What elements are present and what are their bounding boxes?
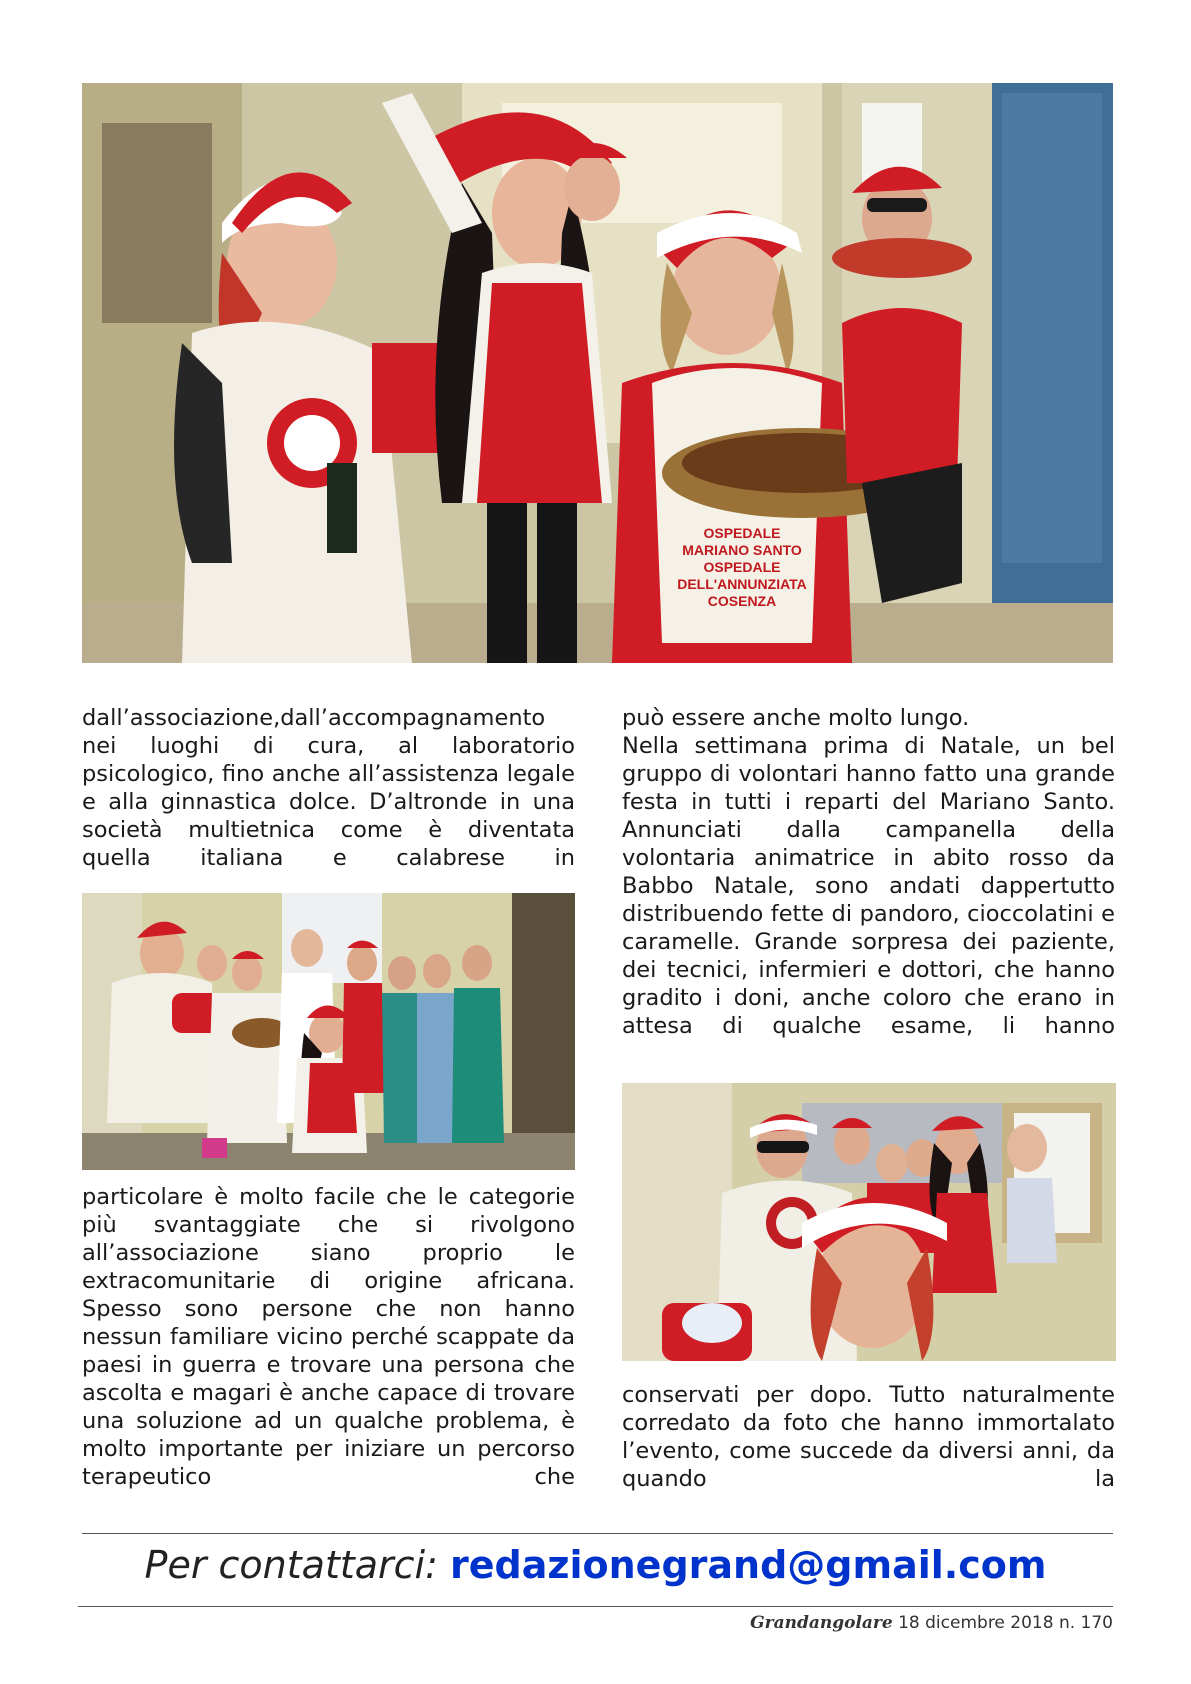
paragraph: Nella settimana prima di Natale, un bel gruppo di volontari hanno fatto una grande festa in tutti i reparti del Mariano Santo. Annunciati dalla campanella della volontaria animatrice in abito rosso da Babbo Natale, sono andati dappertutto distribuendo fette di pandoro, cioccolatini e caramelle. Grande sorpresa dei paziente, dei tecnici, infermieri e dottori, che hanno gradito i doni, anche coloro che erano in attesa di qualche esame, li hanno <box>622 733 1115 1039</box>
apron-text-line: DELL'ANNUNZIATA <box>677 576 807 592</box>
paragraph: conservati per dopo. Tutto naturalmente corredato da foto che hanno immortalato l’evento, come succede da diversi anni, da quando la <box>622 1382 1115 1492</box>
divider-bottom <box>78 1606 1113 1607</box>
paragraph: dall’associazione,dall’accompagnamento nei luoghi di cura, al laboratorio psicologico, fino anche all’assistenza legale e alla ginnastica dolce. D’altronde in una società multietnica come è diventata quella italiana e calabrese in <box>82 705 575 871</box>
issue-date: 18 dicembre 2018 n. 170 <box>898 1613 1113 1633</box>
paragraph: particolare è molto facile che le categorie più svantaggiate che si rivolgono all’associazione siano proprio le extracomunitarie di origine africana. Spesso sono persone che non hanno nessun familiare vicino perché scappate da paesi in guerra e trovare una persona che ascolta e magari è anche capace di trovare una soluzione ad un qualche problema, è molto importante per iniziare un percorso terapeutico che <box>82 1184 575 1490</box>
article-text-right-top <box>622 704 1115 1040</box>
page-footer <box>750 1611 1113 1635</box>
apron-text-line: COSENZA <box>707 593 777 609</box>
contact-email-link[interactable]: redazionegrand@gmail.com <box>450 1543 1047 1587</box>
photo-selfie-group <box>622 1083 1116 1361</box>
article-text-left-bottom <box>82 1183 575 1491</box>
contact-label: Per contattarci: <box>144 1543 438 1587</box>
apron-text-line: MARIANO SANTO <box>682 542 802 558</box>
apron-text-line: OSPEDALE <box>703 525 781 541</box>
article-text-right-bottom <box>622 1381 1115 1493</box>
photo-volunteers-corridor <box>82 83 1113 663</box>
photo-group-hospital <box>82 893 575 1170</box>
paragraph: può essere anche molto lungo. <box>622 705 970 731</box>
magazine-name: Grandangolare <box>750 1613 893 1633</box>
article-text-left-top <box>82 704 575 872</box>
divider-top <box>82 1533 1113 1534</box>
contact-line <box>0 1538 1191 1592</box>
apron-text-line: OSPEDALE <box>703 559 781 575</box>
